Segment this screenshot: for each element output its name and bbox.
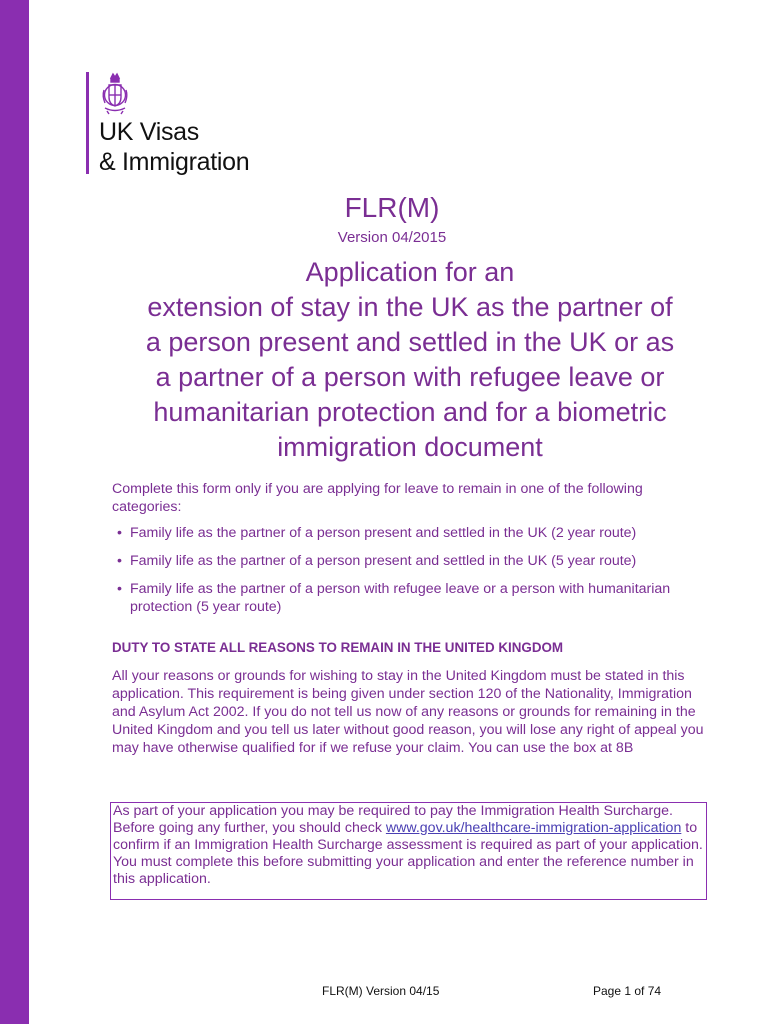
title-line: immigration document xyxy=(277,432,543,462)
bullet: • xyxy=(117,525,122,541)
category-text: Family life as the partner of a person present and settled in the UK (2 year route) xyxy=(130,525,637,541)
list-item xyxy=(112,524,712,542)
category-list xyxy=(112,524,712,626)
title-line: extension of stay in the UK as the partner of xyxy=(147,292,673,322)
ihs-link[interactable]: www.gov.uk/healthcare-immigration-application xyxy=(385,820,682,836)
logo-divider xyxy=(86,72,89,174)
list-item xyxy=(112,552,712,570)
form-version: Version 04/2015 xyxy=(337,229,447,246)
footer-doc-ref: FLR(M) Version 04/15 xyxy=(322,984,440,998)
duty-heading: DUTY TO STATE ALL REASONS TO REMAIN IN THE UNITED KINGDOM xyxy=(112,640,564,655)
ihs-notice-box xyxy=(110,802,707,900)
duty-text: All your reasons or grounds for wishing to stay in the United Kingdom must be stated in this application. This requirement is being given under section 120 of the Nationality, Immigration and Asylum Act 2002. If you do not tell us now of any reasons or grounds for remaining in the United Kingdom and you tell us later without good reason, you will lose any right of appeal you may have otherwise qualified for if we refuse your claim. You can use the box at 8B xyxy=(112,668,704,756)
brand-line-1: UK Visas xyxy=(99,118,199,146)
bullet: • xyxy=(117,581,122,597)
royal-coat-of-arms-icon xyxy=(100,72,130,116)
left-accent-bar xyxy=(0,0,29,1024)
category-text: Family life as the partner of a person with refugee leave or a person with humanitarian protection (5 year route) xyxy=(130,581,671,615)
title-line: a partner of a person with refugee leave or xyxy=(155,362,665,392)
list-item xyxy=(112,580,712,616)
category-text: Family life as the partner of a person present and settled in the UK (5 year route) xyxy=(130,553,637,569)
title-line: a person present and settled in the UK or as xyxy=(145,327,675,357)
ihs-text-end: to confirm if an Immigration Health Surcharge assessment is required as part of your application. You must complete this before submitting your application and enter the reference number in this application. xyxy=(113,820,703,887)
form-title xyxy=(98,255,722,465)
brand-line-2: & Immigration xyxy=(99,148,250,176)
form-code: FLR(M) xyxy=(344,192,440,223)
intro-text: Complete this form only if you are applying for leave to remain in one of the following categories: xyxy=(112,481,643,515)
footer-page-number: Page 1 of 74 xyxy=(593,984,662,998)
title-line: Application for an xyxy=(305,257,515,287)
ihs-text-start: As part of your application you may be required to pay the Immigration Health Surcharge. Before going any further, you should check xyxy=(113,803,673,836)
title-line: humanitarian protection and for a biometric xyxy=(153,397,667,427)
bullet: • xyxy=(117,553,122,569)
